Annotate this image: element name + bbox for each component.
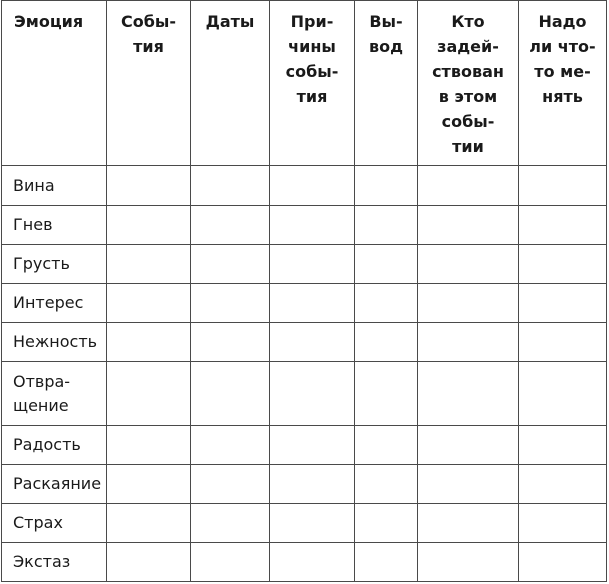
table-cell	[191, 284, 270, 323]
table-cell	[270, 166, 355, 206]
table-cell	[418, 323, 519, 362]
table-cell	[418, 426, 519, 465]
table-cell	[191, 323, 270, 362]
table-cell	[107, 284, 191, 323]
table-cell	[418, 245, 519, 284]
table-cell	[191, 206, 270, 245]
header-involved	[418, 1, 519, 166]
header-row	[2, 1, 607, 166]
table-cell	[355, 426, 418, 465]
header-involved-line-3: ствован	[432, 62, 504, 81]
table-cell	[355, 465, 418, 504]
table-cell	[270, 543, 355, 582]
table-cell	[270, 426, 355, 465]
table-cell	[270, 504, 355, 543]
table-cell	[519, 504, 607, 543]
table-cell	[355, 245, 418, 284]
table-cell	[107, 206, 191, 245]
table-cell	[519, 426, 607, 465]
table-cell	[191, 166, 270, 206]
header-dates-text: Даты	[205, 12, 255, 31]
header-change-line-4: нять	[542, 87, 583, 106]
table-row	[2, 166, 607, 206]
table-cell	[107, 362, 191, 426]
table-cell	[519, 284, 607, 323]
emotion-journal-table	[1, 0, 607, 582]
table-row	[2, 284, 607, 323]
header-emotion	[2, 1, 107, 166]
header-causes	[270, 1, 355, 166]
table-cell	[355, 206, 418, 245]
emotion-cell: Раскаяние	[2, 465, 107, 504]
table-cell	[519, 465, 607, 504]
table-cell	[519, 166, 607, 206]
table-cell	[270, 245, 355, 284]
table-cell	[355, 362, 418, 426]
table-cell	[191, 426, 270, 465]
header-conclusion-line-1: Вы-	[369, 12, 403, 31]
header-change-line-3: то ме-	[534, 62, 591, 81]
header-change-line-1: Надо	[538, 12, 587, 31]
header-causes-line-4: тия	[296, 87, 328, 106]
table-cell	[107, 323, 191, 362]
table-cell	[191, 504, 270, 543]
table-cell	[418, 206, 519, 245]
emotion-cell	[2, 362, 107, 426]
header-events	[107, 1, 191, 166]
header-change-line-2: ли что-	[529, 37, 596, 56]
table-cell	[519, 245, 607, 284]
table-row	[2, 543, 607, 582]
header-involved-line-4: в этом	[438, 87, 498, 106]
table-cell	[270, 284, 355, 323]
header-events-line-1: Собы-	[120, 12, 176, 31]
header-conclusion-line-2: вод	[368, 37, 404, 56]
header-causes-line-2: чины	[288, 37, 336, 56]
emotion-cell: Гнев	[2, 206, 107, 245]
emotion-cell: Экстаз	[2, 543, 107, 582]
table-cell	[270, 323, 355, 362]
table-cell	[270, 465, 355, 504]
emotion-cell: Интерес	[2, 284, 107, 323]
emotion-cell: Грусть	[2, 245, 107, 284]
header-causes-line-1: При-	[290, 12, 334, 31]
table-cell	[519, 323, 607, 362]
table-cell	[270, 362, 355, 426]
table-cell	[355, 166, 418, 206]
emotion-cell: Страх	[2, 504, 107, 543]
header-emotion-text: Эмоция	[14, 12, 84, 31]
header-involved-line-1: Кто	[451, 12, 485, 31]
header-dates	[191, 1, 270, 166]
table-cell	[418, 465, 519, 504]
table-cell	[107, 166, 191, 206]
table-cell	[519, 362, 607, 426]
table-cell	[107, 543, 191, 582]
table-cell	[519, 206, 607, 245]
table-cell	[418, 543, 519, 582]
emotion-cell: Нежность	[2, 323, 107, 362]
header-conclusion	[355, 1, 418, 166]
table-row	[2, 426, 607, 465]
header-causes-line-3: собы-	[285, 62, 339, 81]
table-cell	[418, 166, 519, 206]
table-cell	[418, 504, 519, 543]
table-cell	[355, 323, 418, 362]
table-cell	[191, 465, 270, 504]
table-cell	[355, 504, 418, 543]
header-involved-line-5: собы-	[441, 112, 495, 131]
emotion-cell-line-1: Отвра-	[13, 371, 71, 391]
header-involved-line-2: задей-	[437, 37, 499, 56]
table-cell	[519, 543, 607, 582]
emotion-cell: Радость	[2, 426, 107, 465]
table-cell	[107, 465, 191, 504]
table-cell	[418, 362, 519, 426]
table-row	[2, 206, 607, 245]
table-cell	[355, 284, 418, 323]
table-row	[2, 362, 607, 426]
table-cell	[191, 362, 270, 426]
header-involved-line-6: тии	[452, 137, 484, 156]
table-row	[2, 323, 607, 362]
table-cell	[270, 206, 355, 245]
table-cell	[107, 504, 191, 543]
table-cell	[355, 543, 418, 582]
table-cell	[191, 543, 270, 582]
table-cell	[107, 245, 191, 284]
header-change-needed	[519, 1, 607, 166]
table-row	[2, 504, 607, 543]
emotion-cell: Вина	[2, 166, 107, 206]
table-row	[2, 465, 607, 504]
table-cell	[191, 245, 270, 284]
table-cell	[418, 284, 519, 323]
header-events-line-2: тия	[133, 37, 164, 56]
emotion-cell-line-2: щение	[13, 395, 69, 415]
table-row	[2, 245, 607, 284]
table-cell	[107, 426, 191, 465]
